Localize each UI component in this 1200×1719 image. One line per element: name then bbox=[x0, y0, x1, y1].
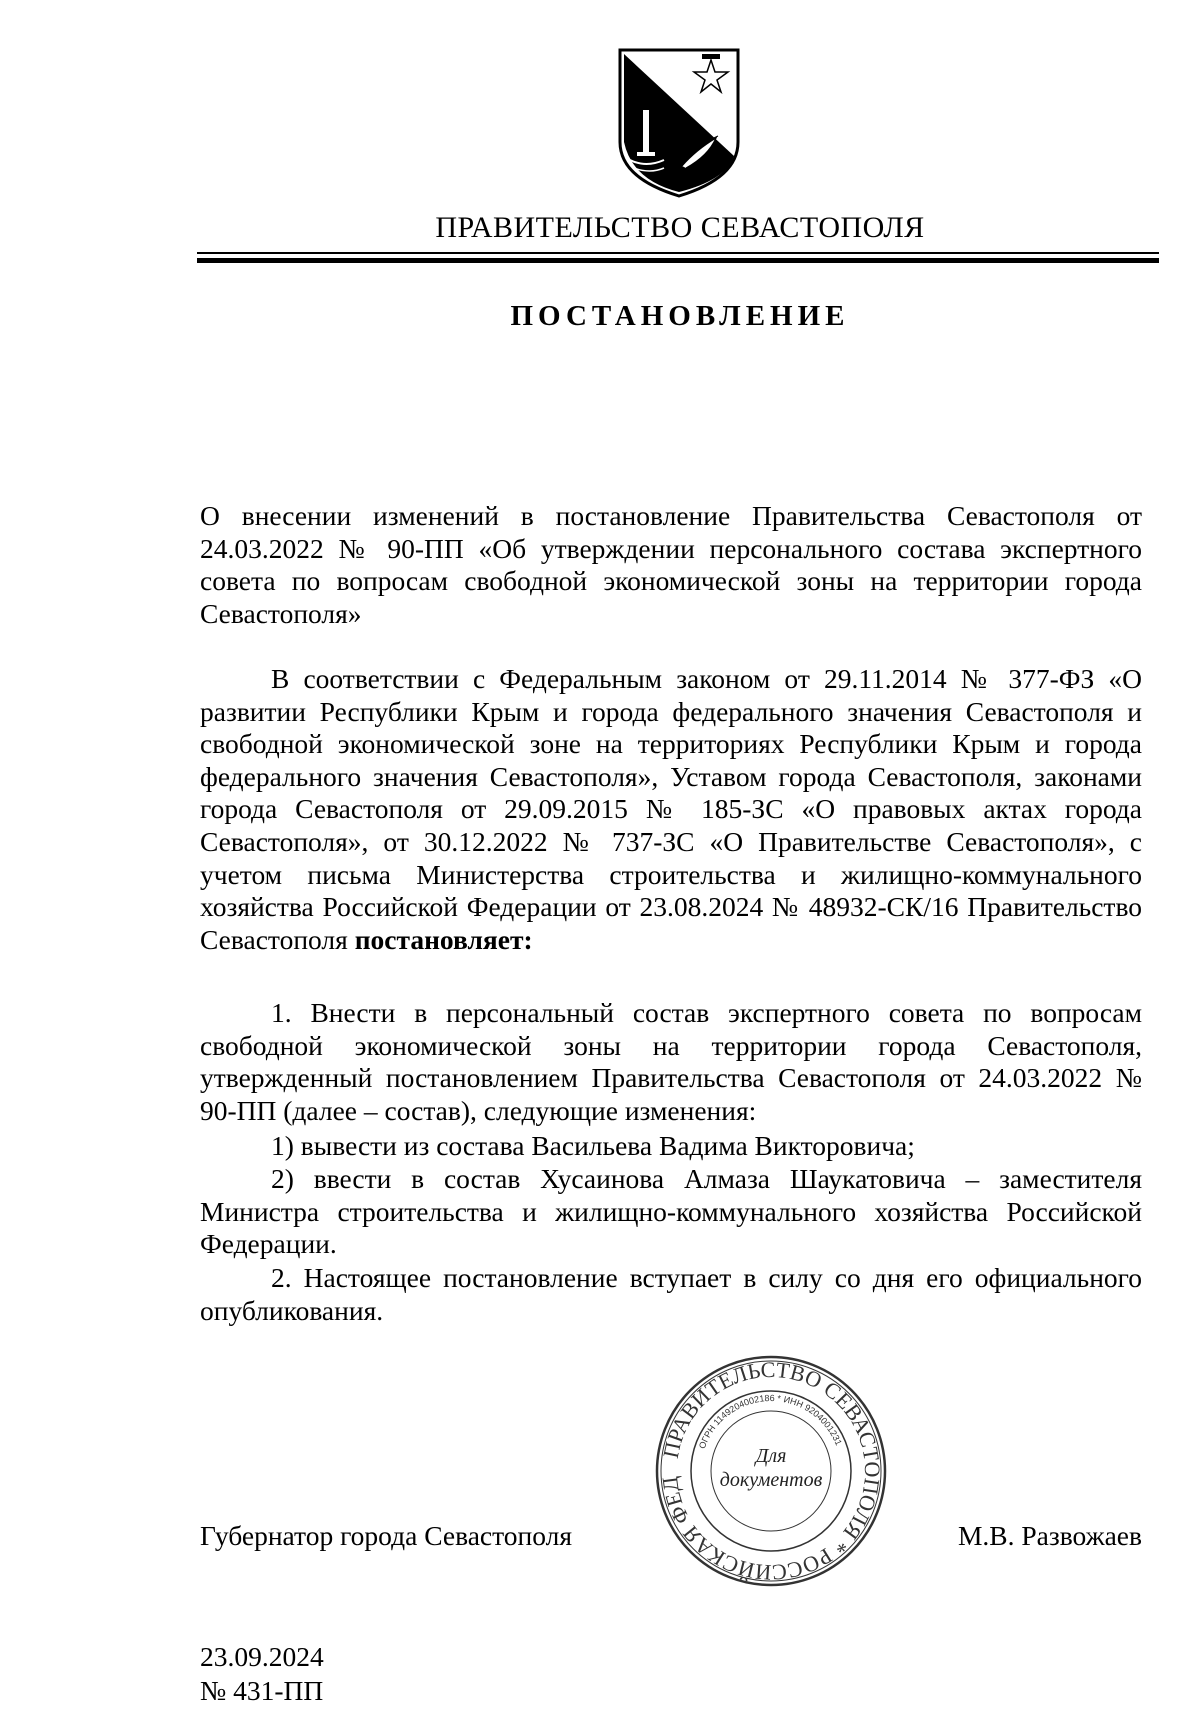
seal-center-line-1: Для bbox=[755, 1445, 787, 1467]
clause-1-subitem-2: 2) ввести в состав Хусаинова Алмаза Шаукатовича – заместителя Министра строительства и жилищно-коммунального хозяйства Российской Федерации. bbox=[200, 1163, 1142, 1260]
document-type-heading: ПОСТАНОВЛЕНИЕ bbox=[510, 300, 850, 332]
signatory-name: М.В. Развожаев bbox=[957, 1520, 1142, 1551]
document-date: 23.09.2024 bbox=[200, 1641, 324, 1672]
preamble-paragraph bbox=[200, 663, 1142, 956]
clause-1: 1. Внести в персональный состав экспертного совета по вопросам свободной экономической зоны на территории города Севастополя, утвержденный постановлением Правительства Севастополя от 24.03.2022 № 90-ПП (далее – состав), следующие изменения: bbox=[200, 997, 1142, 1126]
clause-2: 2. Настоящее постановление вступает в силу со дня его официального опубликования. bbox=[200, 1262, 1142, 1326]
seal-center-text bbox=[697, 1444, 845, 1492]
header-divider-thin bbox=[197, 252, 1159, 254]
official-seal-stamp bbox=[652, 1352, 890, 1590]
sevastopol-coat-of-arms-icon bbox=[616, 46, 742, 200]
seal-outer-text: ПРАВИТЕЛЬСТВО СЕВАСТОПОЛЯ * РОССИЙСКАЯ ФЕД bbox=[656, 1356, 886, 1586]
signatory-position: Губернатор города Севастополя bbox=[200, 1520, 572, 1551]
seal-ogrn-text: ОГРН 1149204002186 * ИНН 9204001231 bbox=[696, 1392, 844, 1451]
preamble-text: В соответствии с Федеральным законом от 29.11.2014 № 377-ФЗ «О развитии Республики Крым и города федерального значения Севастополя и свободной экономической зоне на территориях Республики Крым и города федерального значения Севастополя», Уставом города Севастополя, законами города Севастополя от 29.09.2015 № 185-ЗС «О правовых актах города Севастополя», от 30.12.2022 № 737-ЗС «О Правительстве Севастополя», с учетом письма Министерства строительства и жилищно-коммунального хозяйства Российской Федерации от 23.08.2024 № 48932-СК/16 Правительство Севастополя bbox=[200, 663, 1142, 955]
document-number: № 431-ПП bbox=[200, 1675, 324, 1706]
preamble-resolves: постановляет: bbox=[354, 923, 533, 955]
header-divider-thick bbox=[197, 258, 1159, 263]
clause-1-subitem-1: 1) вывести из состава Васильева Вадима Викторовича; bbox=[271, 1130, 915, 1161]
seal-center-line-2: документов bbox=[719, 1469, 823, 1491]
organization-name: ПРАВИТЕЛЬСТВО СЕВАСТОПОЛЯ bbox=[435, 211, 925, 244]
document-title: О внесении изменений в постановление Правительства Севастополя от 24.03.2022 № 90-ПП «Об утверждении персонального состава экспертного совета по вопросам свободной экономической зоны на территории города Севастополя» bbox=[200, 500, 1142, 629]
